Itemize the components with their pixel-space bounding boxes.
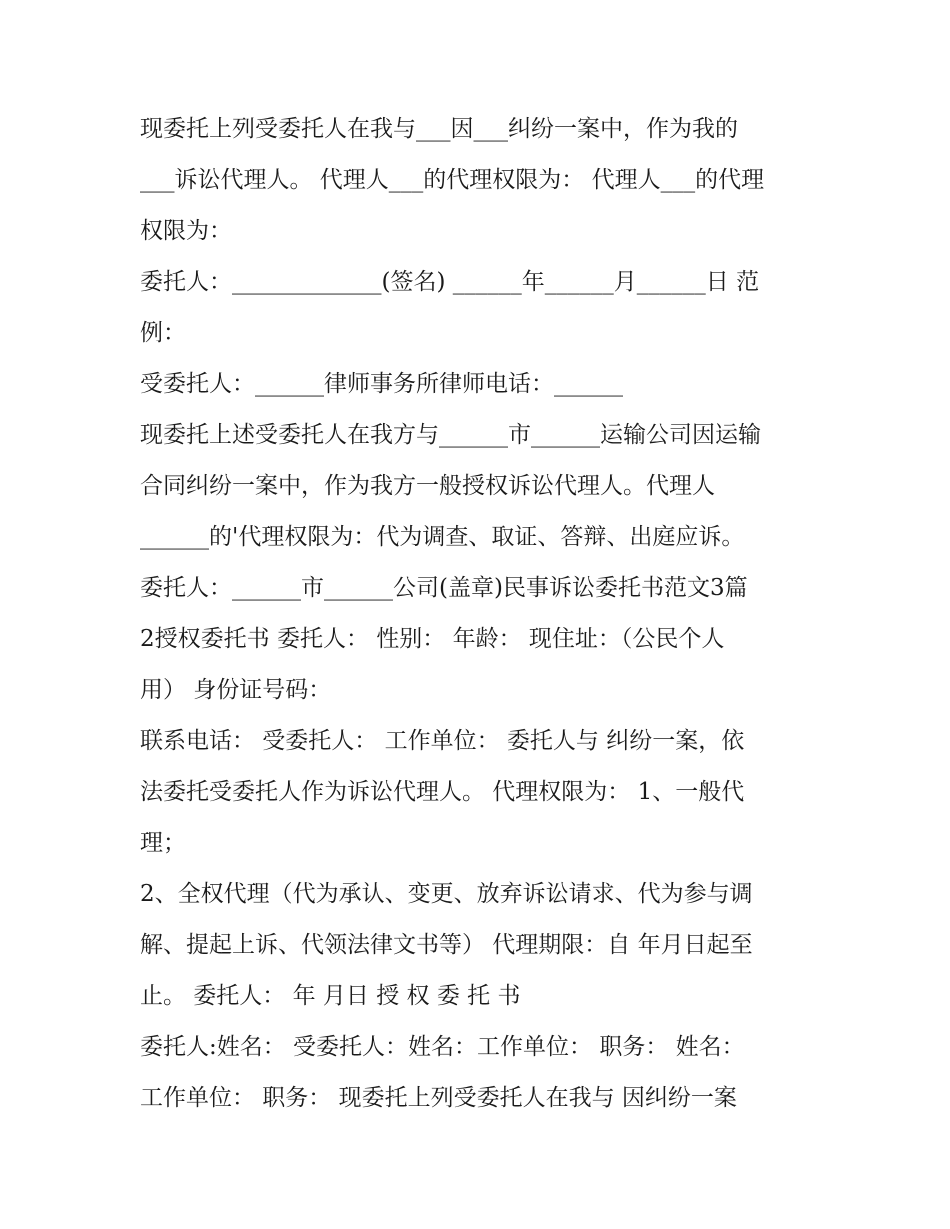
text-line: 委托人：______市______公司(盖章)民事诉讼委托书范文3篇 [140, 575, 748, 601]
text-line: 联系电话： 受委托人： 工作单位： 委托人与 纠纷一案，依 [140, 728, 745, 754]
text-line: ___诉讼代理人。 代理人___的代理权限为： 代理人___的代理 [140, 167, 765, 193]
text-line: 委托人：_____________(签名) ______年______月______日 范 [140, 269, 760, 295]
text-line: 现委托上列受委托人在我与___因___纠纷一案中，作为我的 [140, 116, 738, 142]
text-line: 合同纠纷一案中，作为我方一般授权诉讼代理人。代理人 [140, 473, 715, 499]
text-line: 2授权委托书 委托人： 性别： 年龄： 现住址：（公民个人 [140, 626, 725, 652]
text-line: 例： [140, 320, 186, 346]
text-line: 委托人:姓名： 受委托人：姓名：工作单位： 职务： 姓名： [140, 1034, 745, 1060]
text-line: 权限为： [140, 218, 232, 244]
text-line: 2、全权代理（代为承认、变更、放弃诉讼请求、代为参与调 [140, 881, 753, 907]
text-line: 受委托人：______律师事务所律师电话：______ [140, 371, 623, 397]
text-line: 理； [140, 830, 186, 856]
text-line: ______的'代理权限为：代为调查、取证、答辩、出庭应诉。 [140, 524, 745, 550]
text-line: 法委托受委托人作为诉讼代理人。 代理权限为： 1、一般代 [140, 779, 745, 805]
text-line: 工作单位： 职务： 现委托上列受委托人在我与 因纠纷一案 [140, 1085, 737, 1111]
text-line: 解、提起上诉、代领法律文书等） 代理期限：自 年月日起至 [140, 932, 753, 958]
text-line: 用） 身份证号码： [140, 677, 332, 703]
text-line: 止。 委托人： 年 月日 授 权 委 托 书 [140, 983, 521, 1009]
text-line: 现委托上述受委托人在我方与______市______运输公司因运输 [140, 422, 761, 448]
document-body [140, 104, 830, 1124]
